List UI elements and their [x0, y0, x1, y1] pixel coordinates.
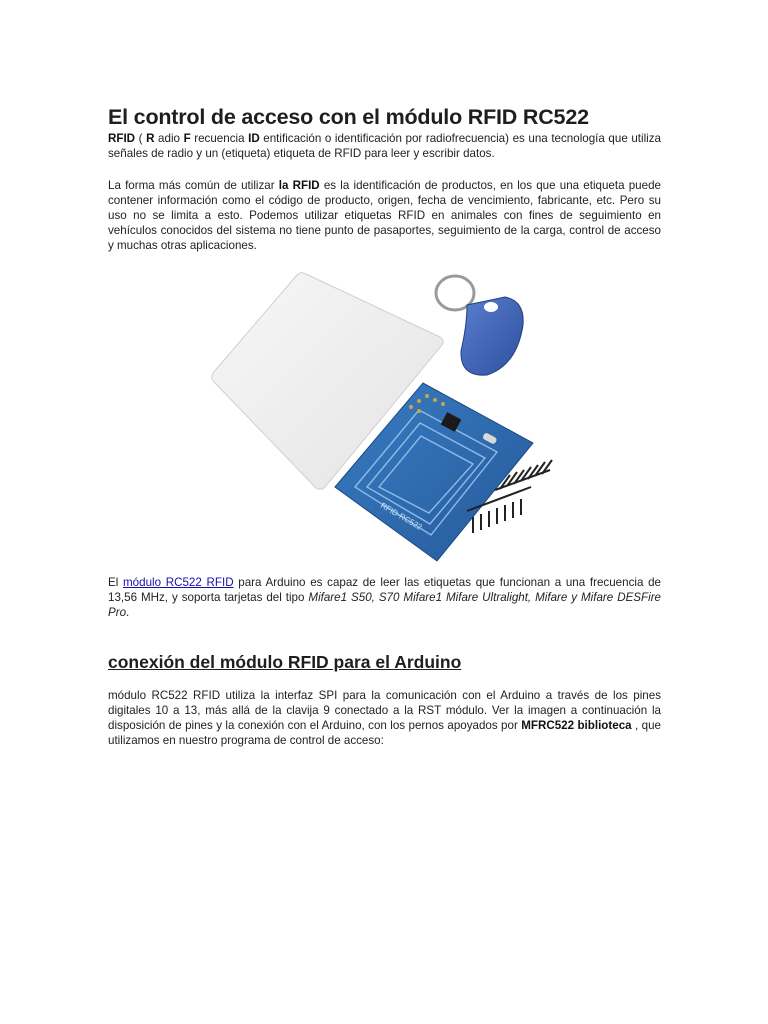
usage-bold: la RFID — [278, 179, 320, 192]
library-bold: MFRC522 biblioteca — [521, 719, 632, 732]
intro-text: adio — [154, 132, 184, 145]
module-text: . — [126, 606, 130, 619]
section-heading: conexión del módulo RFID para el Arduino — [108, 652, 462, 672]
intro-paragraph — [108, 131, 661, 161]
rfid-term: RFID — [108, 132, 136, 145]
intro-text: recuencia — [190, 132, 249, 145]
rfid-kit-image — [205, 265, 565, 565]
module-text: El — [108, 576, 124, 589]
intro-bold-r: R — [146, 132, 155, 145]
module-rc522-link[interactable]: módulo RC522 RFID — [123, 576, 234, 589]
intro-bold-id: ID — [248, 132, 260, 145]
module-text: para Arduino es capaz de leer las etiquetas que funcionan a una frecuencia de 13,56 MHz, y soporta tarjetas del tipo — [108, 576, 661, 604]
usage-paragraph — [108, 178, 661, 253]
article-title: El control de acceso con el módulo RFID RC522 — [108, 105, 589, 129]
board-label: RFID-RC522 — [379, 500, 424, 532]
usage-text: es la identificación de productos, en los que una etiqueta puede contener información como el código de producto, origen, fecha de vencimiento, fabricante, etc. Pero su uso no se limita a esto. Podemos utilizar etiquetas RFID en animales con fines de seguimiento en vehículos conocidos del sistema no tiene punto de pasaportes, seguimiento de la carga, control de acceso y muchas otras aplicaciones. — [108, 179, 661, 252]
connection-paragraph — [108, 688, 661, 748]
intro-text: entificación o identificación por radiofrecuencia) es una tecnología que utiliza señales de radio y un (etiqueta) etiqueta de RFID para leer y escribir datos. — [108, 132, 661, 160]
card-types-italic: Mifare1 S50, S70 Mifare1 Mifare Ultralight, Mifare y Mifare DESFire Pro — [108, 591, 661, 619]
intro-text: ( — [135, 132, 147, 145]
connection-text: módulo RC522 RFID utiliza la interfaz SPI para la comunicación con el Arduino a través de los pines digitales 10 a 13, más allá de la clavija 9 conectado a la RST módulo. Ver la imagen a continuación la disposición de pines y la conexión con el Arduino, con los pernos apoyados por — [108, 689, 661, 732]
intro-bold-f: F — [183, 132, 191, 145]
connection-text: , que utilizamos en nuestro programa de control de acceso: — [108, 719, 661, 747]
keyfob-tag — [436, 276, 523, 375]
usage-text: La forma más común de utilizar — [108, 179, 279, 192]
module-paragraph — [108, 575, 661, 620]
